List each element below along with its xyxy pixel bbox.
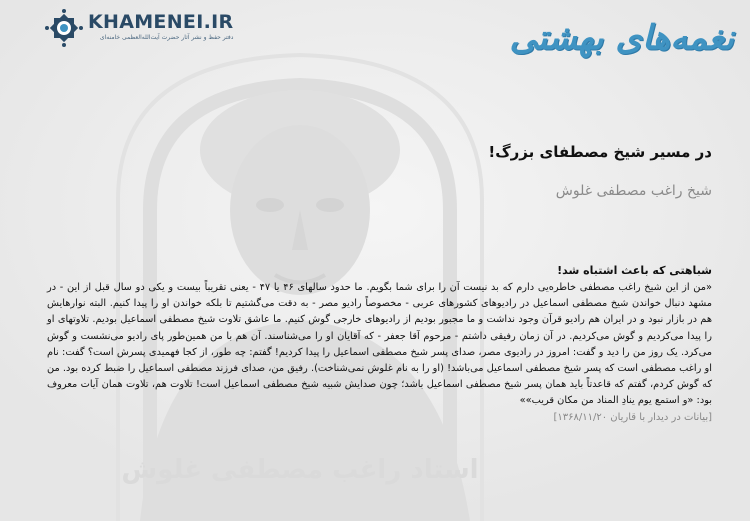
brand-title: نغمه‌های بهشتی (509, 18, 734, 58)
article-header (47, 140, 712, 202)
source-citation: [بیانات در دیدار با قاریان ۱۳۶۸/۱۱/۲۰] (553, 411, 712, 423)
article-author: شیخ راغب مصطفی غلوش (555, 183, 712, 199)
article-section (47, 263, 712, 425)
section-title: شباهتی که باعث اشتباه شد! (557, 264, 712, 277)
logo-subtitle: دفتر حفظ و نشر آثار حضرت آیت‌الله‌العظمی خامنه‌ای (99, 34, 234, 41)
logo-name: KHAMENEI.IR (88, 11, 234, 33)
watermark-text: استاد راغب مصطفی غلوش (121, 455, 479, 485)
khamenei-logo[interactable] (44, 8, 244, 48)
article-title: در مسیر شیخ مصطفای بزرگ! (488, 143, 712, 161)
article-body: «من از این شیخ راغب مصطفی خاطره‌یی دارم که بد نیست آن را برای شما بگویم. ما حدود سالهای ۴۶ یا ۴۷ - یعنی تقریباً بیست و یکی دو سال قبل از این - در مشهد دنبال خواندن شیخ مصطفی اسماعیل در رادیوهای کشورهای عربی - مخصوصاً رادیو مصر - به دقت می‌گشتیم تا بلکه خواندن او را پیدا کنیم. البته نوارهایش هم در بازار نبود و در ایران هم رادیو قرآن وجود نداشت و ما مجبور بودیم از رادیوهای خارجی گوش کنیم. ما عاشق تلاوت شیخ مصطفی اسماعیل بودیم. تلاوتهای او را پیدا می‌کردیم و گوش می‌کردیم. در آن زمان رفیقی داشتم - مرحوم آقا جعفر - که آقایان او را می‌شناسند. آن هم با من همین‌طور پای رادیو می‌نشست و گوش می‌کرد. یک روز من را دید و گفت: امروز در رادیوی مصر، صدای پسر شیخ مصطفی اسماعیل را پیدا کردیم! گفتم: چه طور، از کجا فهمیدی پسرش است؟ گفت: نام او راغب مصطفی است که پسر شیخ مصطفی اسماعیل می‌باشد! (او را به نام غلوش نمی‌شناخت). رفیق من، صدای فرزند مصطفی اسماعیل را ضبط کرده بود. من که گوش کردم، گفتم که قاعدتاً باید همان پسر شیخ مصطفی اسماعیل باشد؛ چون صدایش شبیه شیخ مصطفی اسماعیل است! تلاوت هم، تلاوت همان آیات معروف بود: «و استمع یوم ینادِ المناد من مکان قریب»» (47, 282, 712, 407)
logo-star-icon (44, 8, 84, 48)
